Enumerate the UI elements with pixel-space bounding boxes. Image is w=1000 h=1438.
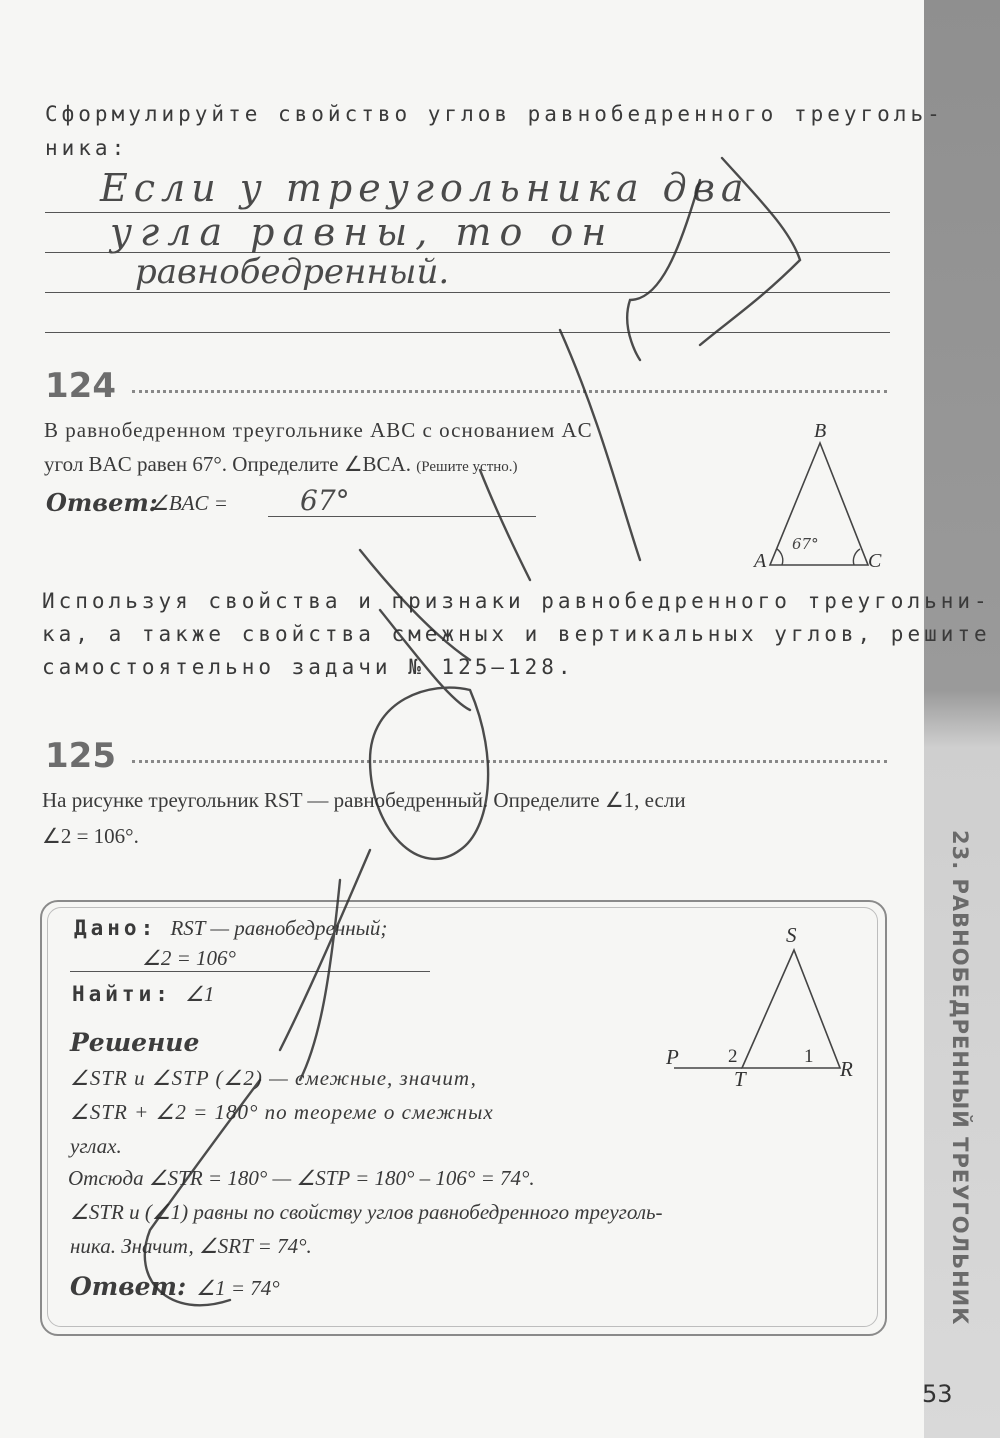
solution-line-1: ∠STR и ∠STP (∠2) — смежные, значит, <box>70 1066 477 1090</box>
given-row <box>74 916 387 941</box>
answer-line-3 <box>45 292 890 293</box>
instructions-line-1: Используя свойства и признаки равнобедренного треугольни- <box>42 589 991 613</box>
task-124-divider <box>132 390 887 393</box>
angle-a-arc <box>777 549 783 565</box>
solution-line-2: ∠STR + ∠2 = 180° по теореме о смежных <box>70 1100 494 1124</box>
instructions-line-2: ка, а также свойства смежных и вертикальных углов, решите <box>42 622 991 646</box>
task-124-line-1: В равнобедренном треугольнике ABC с основанием AC <box>44 418 593 442</box>
task-125-divider <box>132 760 887 763</box>
solution-line-6: ника. Значит, ∠SRT = 74°. <box>70 1234 312 1258</box>
triangle-srt-figure <box>660 920 860 1095</box>
solution-label: Решение <box>70 1028 200 1057</box>
triangle-abc <box>770 443 868 565</box>
vertex-p-label: P <box>666 1045 679 1069</box>
vertex-a-label: A <box>754 550 767 572</box>
angle-2-label: 2 <box>728 1046 738 1067</box>
vertex-b-label: B <box>814 420 827 442</box>
given-value: RST — равнобедренный; <box>170 916 388 940</box>
prompt-line-2: ника: <box>45 136 129 160</box>
instructions-line-3: самостоятельно задачи № 125–128. <box>42 655 575 679</box>
prompt-line-1: Сформулируйте свойство углов равнобедренного треуголь- <box>45 102 944 126</box>
angle-c-arc <box>853 549 860 565</box>
scribble-stroke-3 <box>560 330 640 560</box>
task-125-number: 125 <box>45 736 116 776</box>
find-label: Найти: <box>72 982 172 1006</box>
final-answer-row <box>70 1272 280 1301</box>
handwritten-answer-line-2: угла равны, то он <box>110 210 615 254</box>
handwritten-answer-line-1: Если у треугольника два <box>100 166 750 210</box>
task-124-note: (Решите устно.) <box>416 459 518 475</box>
task-124-line-2 <box>44 452 518 477</box>
vertex-c-label: C <box>868 550 882 572</box>
task-124-line-2-text: угол BAC равен 67°. Определите ∠BCA. <box>44 452 411 476</box>
task-124-number: 124 <box>45 366 116 406</box>
scribble-stroke-6 <box>370 688 488 859</box>
triangle-srt <box>742 950 840 1068</box>
task-124-answer-label: Ответ: <box>46 488 158 517</box>
solution-line-4: Отсюда ∠STR = 180° — ∠STP = 180° – 106° = 74°. <box>68 1166 535 1190</box>
find-value: ∠1 <box>185 982 215 1006</box>
final-answer-label: Ответ: <box>70 1272 187 1301</box>
find-row <box>72 982 214 1007</box>
given-underline <box>70 971 430 972</box>
vertex-r-label: R <box>840 1057 853 1081</box>
solution-line-5: ∠STR и (∠1) равны по свойству углов равнобедренного треуголь- <box>70 1200 663 1224</box>
task-124-answer-value: 67° <box>300 484 350 517</box>
vertex-t-label: T <box>734 1067 746 1091</box>
solution-line-3: углах. <box>70 1134 122 1158</box>
given-value-2: ∠2 = 106° <box>142 946 236 970</box>
given-label: Дано: <box>74 916 158 940</box>
angle-1-label: 1 <box>804 1046 814 1067</box>
angle-a-value: 67° <box>792 535 819 553</box>
handwritten-answer-line-3: равнобедренный. <box>135 252 450 292</box>
task-125-line-2: ∠2 = 106°. <box>42 824 139 848</box>
page-number: 53 <box>922 1380 953 1408</box>
vertex-s-label: S <box>786 923 797 947</box>
scribble-stroke-4 <box>480 470 530 580</box>
triangle-abc-figure <box>750 415 895 575</box>
final-answer-value: ∠1 = 74° <box>196 1276 280 1300</box>
answer-line-4 <box>45 332 890 333</box>
task-124-answer-expr: ∠BAC = <box>150 491 228 515</box>
chapter-title: 23. РАВНОБЕДРЕННЫЙ ТРЕУГОЛЬНИК <box>948 830 972 1326</box>
task-125-line-1: На рисунке треугольник RST — равнобедренный. Определите ∠1, если <box>42 788 686 812</box>
